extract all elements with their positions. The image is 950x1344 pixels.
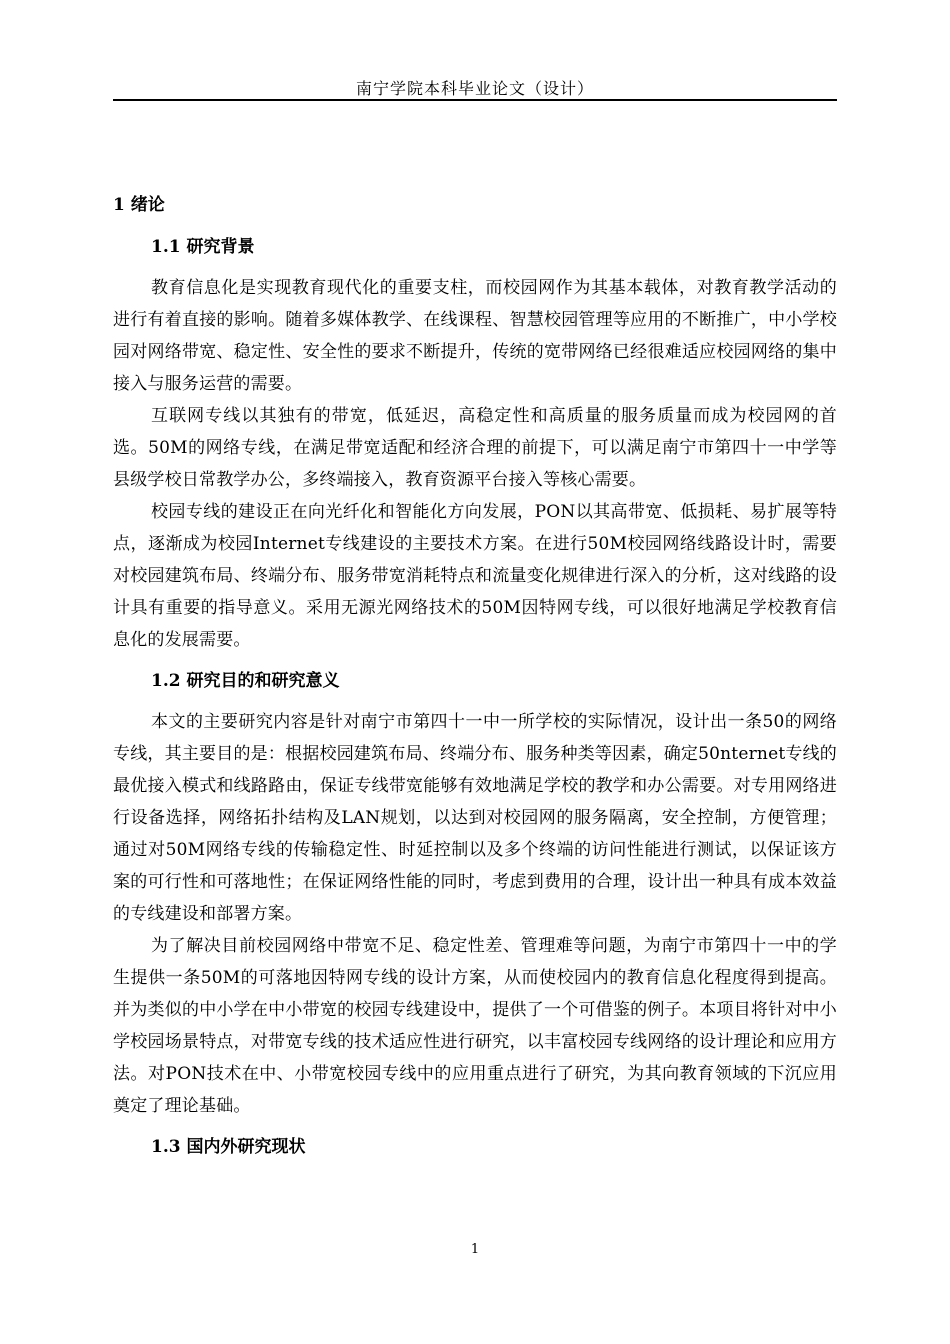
chapter-heading: 1 绪论 (113, 195, 165, 215)
paragraph: 互联网专线以其独有的带宽，低延迟，高稳定性和高质量的服务质量而成为校园网的首选。50M的网络专线，在满足带宽适配和经济合理的前提下，可以满足南宁市第四十一中学等县级学校日常教学办公，多终端接入，教育资源平台接入等核心需要。 (113, 406, 837, 490)
page-number: 1 (470, 1242, 480, 1257)
page-body (113, 192, 837, 1172)
paragraph: 教育信息化是实现教育现代化的重要支柱，而校园网作为其基本载体，对教育教学活动的进行有着直接的影响。随着多媒体教学、在线课程、智慧校园管理等应用的不断推广，中小学校园对网络带宽、稳定性、安全性的要求不断提升，传统的宽带网络已经很难适应校园网络的集中接入与服务运营的需要。 (113, 278, 837, 394)
section-heading: 1.2 研究目的和研究意义 (151, 671, 340, 691)
header-rule (113, 99, 837, 101)
paragraph: 校园专线的建设正在向光纤化和智能化方向发展，PON以其高带宽、低损耗、易扩展等特点，逐渐成为校园Internet专线建设的主要技术方案。在进行50M校园网络线路设计时，需要对校园建筑布局、终端分布、服务带宽消耗特点和流量变化规律进行深入的分析，这对线路的设计具有重要的指导意义。采用无源光网络技术的50M因特网专线，可以很好地满足学校教育信息化的发展需要。 (113, 502, 837, 650)
section-heading: 1.1 研究背景 (151, 237, 255, 257)
paragraph: 为了解决目前校园网络中带宽不足、稳定性差、管理难等问题，为南宁市第四十一中的学生提供一条50M的可落地因特网专线的设计方案，从而使校园内的教育信息化程度得到提高。并为类似的中小学在中小带宽的校园专线建设中，提供了一个可借鉴的例子。本项目将针对中小学校园场景特点，对带宽专线的技术适应性进行研究，以丰富校园专线网络的设计理论和应用方法。对PON技术在中、小带宽校园专线中的应用重点进行了研究，为其向教育领域的下沉应用奠定了理论基础。 (113, 936, 837, 1116)
section-heading: 1.3 国内外研究现状 (151, 1137, 306, 1157)
running-header: 南宁学院本科毕业论文（设计） (355, 79, 594, 98)
paragraph: 本文的主要研究内容是针对南宁市第四十一中一所学校的实际情况，设计出一条50的网络专线，其主要目的是：根据校园建筑布局、终端分布、服务种类等因素，确定50nternet专线的最优接入模式和线路路由，保证专线带宽能够有效地满足学校的教学和办公需要。对专用网络进行设备选择，网络拓扑结构及LAN规划，以达到对校园网的服务隔离，安全控制，方便管理；通过对50M网络专线的传输稳定性、时延控制以及多个终端的访问性能进行测试，以保证该方案的可行性和可落地性；在保证网络性能的同时，考虑到费用的合理，设计出一种具有成本效益的专线建设和部署方案。 (113, 712, 837, 924)
